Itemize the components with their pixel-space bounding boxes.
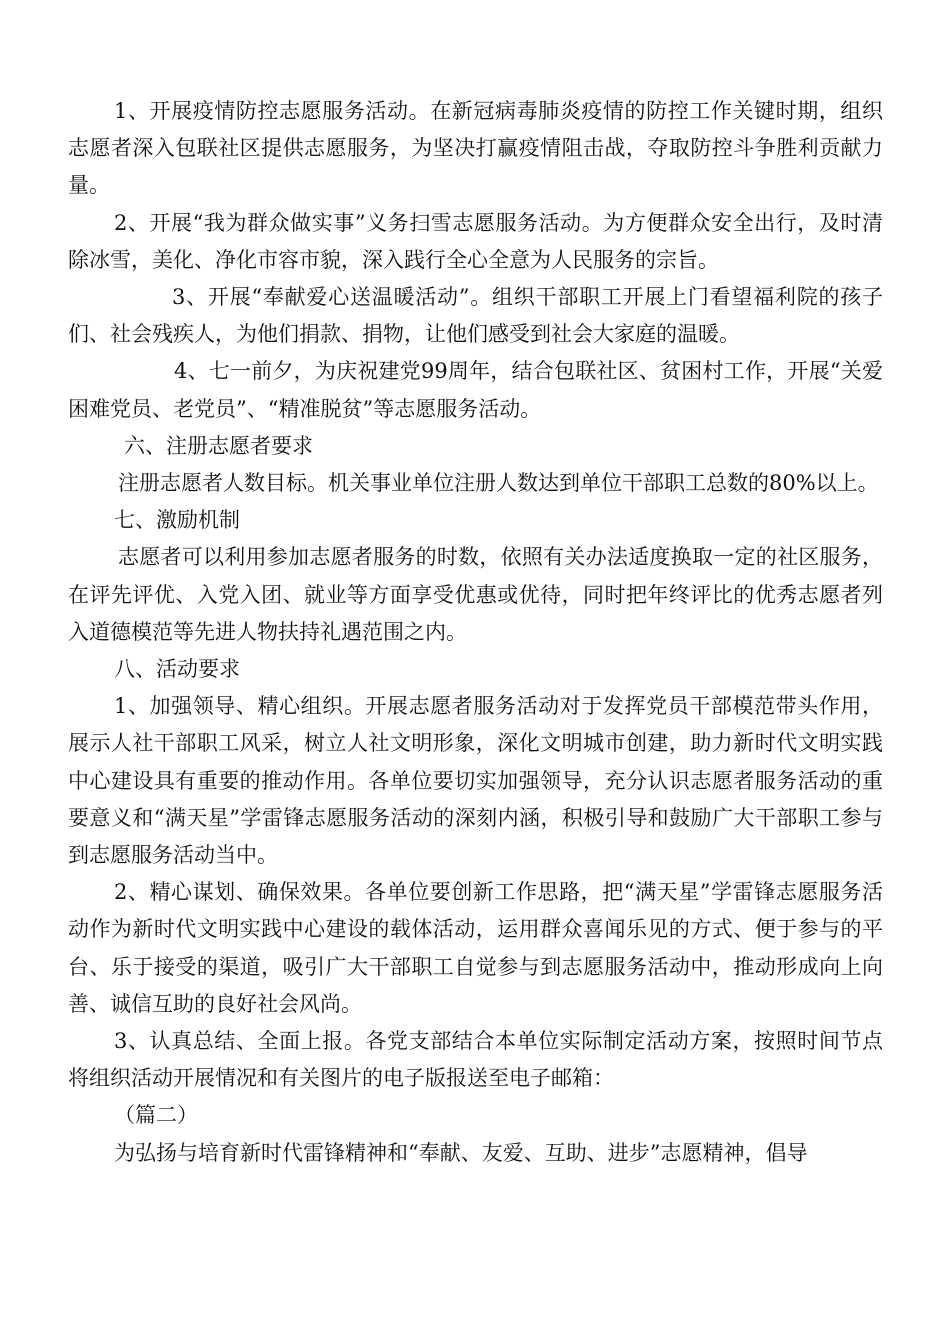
heading-incentive-mechanism: 七、激励机制 <box>114 508 240 533</box>
paragraph-epidemic-volunteer: 1、开展疫情防控志愿服务活动。在新冠病毒肺炎疫情的防控工作关键时期，组织志愿者深入包联社区提供志愿服务，为坚决打赢疫情阻击战，夺取防控斗争胜利贡献力量。 <box>68 99 883 198</box>
document-body <box>68 93 883 1172</box>
heading-part-two: （篇二） <box>114 1103 198 1128</box>
paragraph-registration-target: 注册志愿者人数目标。机关事业单位注册人数达到单位干部职工总数的80%以上。 <box>118 471 879 496</box>
paragraph-leadership: 1、加强领导、精心组织。开展志愿者服务活动对于发挥党员干部模范带头作用，展示人社干部职工风采，树立人社文明形象，深化文明城市创建，助力新时代文明实践中心建设具有重要的推动作用。各单位要切实加强领导，充分认识志愿者服务活动的重要意义和“满天星”学雷锋志愿服务活动的深刻内涵，积极引导和鼓励广大干部职工参与到志愿服务活动当中。 <box>68 694 883 868</box>
paragraph-summary-report: 3、认真总结、全面上报。各党支部结合本单位实际制定活动方案，按照时间节点将组织活动开展情况和有关图片的电子版报送至电子邮箱： <box>68 1029 883 1091</box>
paragraph-incentive-details: 志愿者可以利用参加志愿者服务的时数，依照有关办法适度换取一定的社区服务，在评先评优、入党入团、就业等方面享受优惠或优待，同时把年终评比的优秀志愿者列入道德模范等先进人物扶持礼遇范围之内。 <box>68 545 883 644</box>
heading-activity-requirements: 八、活动要求 <box>114 657 240 682</box>
paragraph-part-two-intro: 为弘扬与培育新时代雷锋精神和“奉献、友爱、互助、进步”志愿精神，倡导 <box>114 1140 808 1165</box>
paragraph-snow-clearing: 2、开展“我为群众做实事”义务扫雪志愿服务活动。为方便群众安全出行，及时清除冰雪，美化、净化市容市貌，深入践行全心全意为人民服务的宗旨。 <box>68 210 883 272</box>
heading-registration-requirements: 六、注册志愿者要求 <box>124 433 313 458</box>
paragraph-warmth-activity: 3、开展“奉献爱心送温暖活动”。组织干部职工开展上门看望福利院的孩子们、社会残疾人，为他们捐款、捐物，让他们感受到社会大家庭的温暖。 <box>68 285 883 347</box>
paragraph-planning: 2、精心谋划、确保效果。各单位要创新工作思路，把“满天星”学雷锋志愿服务活动作为新时代文明实践中心建设的载体活动，运用群众喜闻乐见的方式、便于参与的平台、乐于接受的渠道，吸引广大干部职工自觉参与到志愿服务活动中，推动形成向上向善、诚信互助的良好社会风尚。 <box>68 880 883 1016</box>
paragraph-july-first: 4、七一前夕，为庆祝建党99周年，结合包联社区、贫困村工作，开展“关爱困难党员、老党员”、“精准脱贫”等志愿服务活动。 <box>68 359 883 421</box>
